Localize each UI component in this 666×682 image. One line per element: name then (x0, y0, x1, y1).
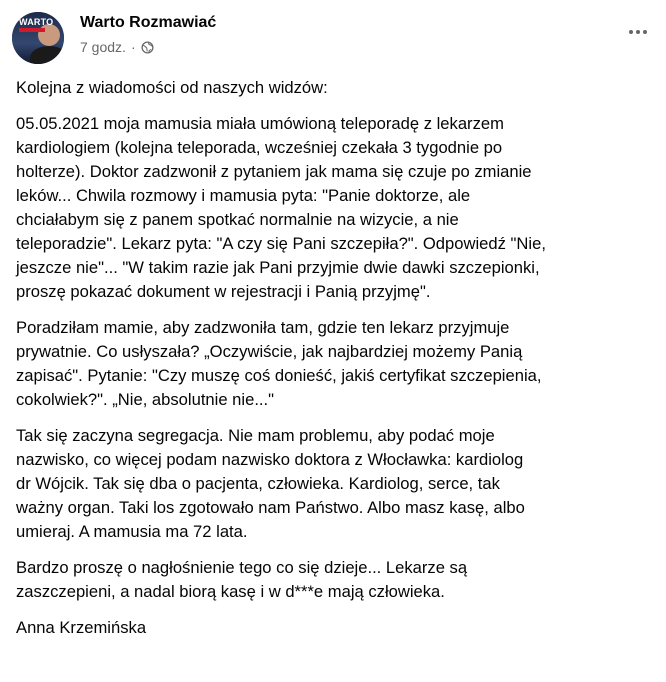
avatar-logo-text: WARTO (19, 17, 54, 27)
post-signature: Anna Krzemińska (16, 618, 147, 637)
meta-separator: · (130, 39, 136, 55)
avatar-person-shoulders (30, 46, 64, 64)
post-paragraph-private-visit: Poradziłam mamie, aby zadzwoniła tam, gdzie ten lekarz przyjmuje prywatnie. Co usłyszała? „Oczywiście, jak najbardziej możemy Panią zapisać". Pytanie: "Czy muszę coś donieść, jakiś certyfikat szczepienia, cokolwiek?". „Nie, absolutnie nie..." (16, 318, 542, 409)
page-name-link[interactable]: Warto Rozmawiać (80, 14, 217, 31)
post-paragraph-appeal: Bardzo proszę o nagłośnienie tego co się dzieje... Lekarze są zaszczepieni, a nadal biorą kasę i w d***e mają człowieka. (16, 558, 468, 601)
post-paragraph-segregation: Tak się zaczyna segregacja. Nie mam problemu, aby podać moje nazwisko, co więcej podam nazwisko doktora z Włocławka: kardiolog dr Wójcik. Tak się dba o pacjenta, człowieka. Kardiolog, serce, tak ważny organ. Taki los zgotowało nam Państwo. Albo masz kasę, albo umieraj. A mamusia ma 72 lata. (16, 426, 525, 541)
post-paragraph-intro: Kolejna z wiadomości od naszych widzów: (16, 78, 328, 97)
more-horizontal-icon (629, 30, 647, 34)
post-paragraph-story: 05.05.2021 moja mamusia miała umówioną teleporadę z lekarzem kardiologiem (kolejna teleporada, wcześniej czekała 3 tygodnie po holterze). Doktor zadzwonił z pytaniem jak mama się czuje po zmianie leków... Chwila rozmowy i mamusia pyta: "Panie doktorze, ale chciałabym się z panem spotkać normalnie na wizycie, a nie teleporadzie". Lekarz pyta: "A czy się Pani szczepiła?". Odpowiedź "Nie, jeszcze nie"... "W takim razie jak Pani przyjmie dwie dawki szczepionki, proszę pokazać dokument w rejestracji i Panią przyjmę". (16, 114, 546, 301)
post-meta (80, 38, 154, 56)
post-timestamp[interactable]: 7 godz. (80, 39, 126, 55)
page-avatar[interactable] (12, 12, 64, 64)
avatar-logo-bar (19, 28, 45, 32)
more-options-button[interactable] (622, 16, 654, 48)
globe-icon[interactable] (141, 41, 154, 54)
post-body (16, 76, 650, 652)
post-header (12, 10, 654, 62)
